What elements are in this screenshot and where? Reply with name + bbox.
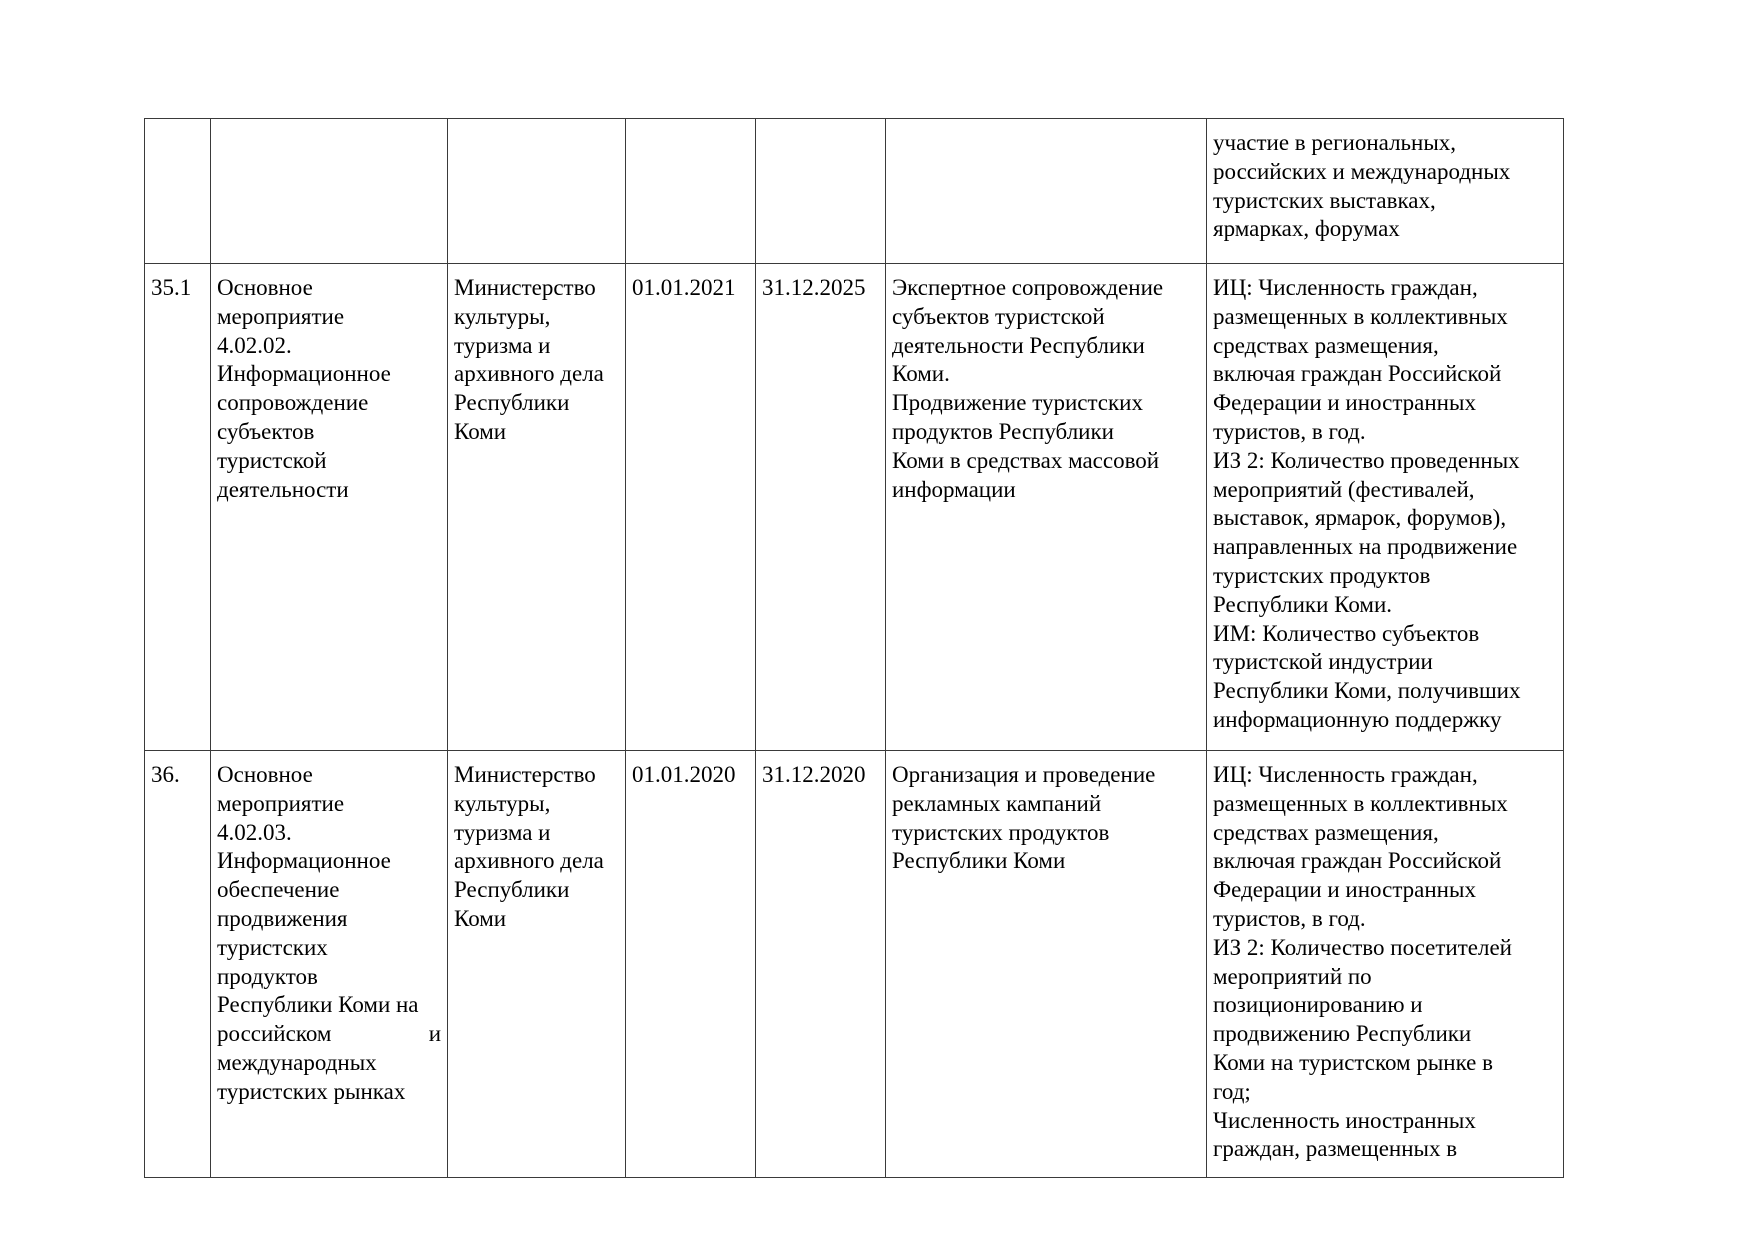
text-line: продвижению Республики bbox=[1213, 1021, 1472, 1047]
text-line: ИМ: Количество субъектов bbox=[1213, 620, 1480, 646]
text-line: архивного дела bbox=[454, 361, 604, 387]
text-line: туристской индустрии bbox=[1213, 649, 1433, 675]
text-line: российских и международных bbox=[1213, 158, 1511, 184]
text-line: мероприятие bbox=[217, 790, 345, 816]
text-line: туристских рынках bbox=[217, 1078, 406, 1104]
cell-start-date: 01.01.2021 bbox=[626, 264, 756, 751]
text-line: Коми bbox=[454, 905, 507, 931]
text-line: Федерации и иностранных bbox=[1213, 390, 1476, 416]
text-line: культуры, bbox=[454, 790, 551, 816]
text-line: средствах размещения, bbox=[1213, 332, 1439, 358]
cell-indicators bbox=[1207, 751, 1564, 1178]
cell-indicators bbox=[1207, 264, 1564, 751]
cell-end-date: 31.12.2020 bbox=[756, 751, 886, 1178]
text-line: включая граждан Российской bbox=[1213, 361, 1502, 387]
cell-start-date: 01.01.2020 bbox=[626, 751, 756, 1178]
text-line: Экспертное сопровождение bbox=[892, 275, 1164, 300]
cell-number: 35.1 bbox=[145, 264, 211, 751]
text-line: Информационное bbox=[217, 361, 391, 387]
cell-activity-name bbox=[211, 119, 448, 264]
text-line: Организация и проведение bbox=[892, 762, 1156, 787]
cell-expected-result bbox=[886, 119, 1207, 264]
text-line: год; bbox=[1213, 1078, 1251, 1104]
text-line: архивного дела bbox=[454, 848, 604, 874]
document-page bbox=[144, 118, 1563, 1178]
table-row bbox=[145, 119, 1564, 264]
text-line: Федерации и иностранных bbox=[1213, 877, 1476, 903]
text-word: российском bbox=[217, 1021, 332, 1047]
text-line: Коми bbox=[454, 418, 507, 444]
text-line: деятельности Республики bbox=[892, 332, 1145, 358]
text-line: позиционированию и bbox=[1213, 992, 1423, 1018]
text-line: Продвижение туристских bbox=[892, 390, 1143, 416]
text-line: Республики Коми, получивших bbox=[1213, 678, 1521, 704]
text-line: Республики bbox=[454, 390, 570, 416]
cell-indicators bbox=[1207, 119, 1564, 264]
cell-responsible bbox=[448, 751, 626, 1178]
text-line: Республики Коми на bbox=[217, 992, 419, 1018]
text-line: 4.02.02. bbox=[217, 332, 292, 358]
text-line: продвижения bbox=[217, 905, 348, 931]
text-line: участие в региональных, bbox=[1213, 130, 1457, 155]
text-line: туристов, в год. bbox=[1213, 418, 1366, 444]
text-line: деятельности bbox=[217, 476, 349, 502]
text-line: Министерство bbox=[454, 275, 596, 300]
text-line: Республики Коми bbox=[892, 848, 1066, 874]
cell-activity-name bbox=[211, 264, 448, 751]
text-line: продуктов bbox=[217, 963, 318, 989]
text-line: продуктов Республики bbox=[892, 418, 1114, 444]
text-line: направленных на продвижение bbox=[1213, 534, 1518, 560]
text-line: граждан, размещенных в bbox=[1213, 1136, 1458, 1162]
text-line: международных bbox=[217, 1049, 377, 1075]
text-line: мероприятий по bbox=[1213, 963, 1372, 989]
text-line: Основное bbox=[217, 762, 313, 787]
text-line: сопровождение bbox=[217, 390, 369, 416]
cell-end-date: 31.12.2025 bbox=[756, 264, 886, 751]
text-line: Республики bbox=[454, 877, 570, 903]
table-row bbox=[145, 751, 1564, 1178]
text-line: Коми на туристском рынке в bbox=[1213, 1049, 1493, 1075]
cell-end-date bbox=[756, 119, 886, 264]
text-line: информационную поддержку bbox=[1213, 706, 1502, 732]
cell-expected-result bbox=[886, 751, 1207, 1178]
text-line: обеспечение bbox=[217, 877, 340, 903]
text-line: мероприятий (фестивалей, bbox=[1213, 476, 1475, 502]
cell-expected-result bbox=[886, 264, 1207, 751]
cell-start-date bbox=[626, 119, 756, 264]
text-line: туристов, в год. bbox=[1213, 905, 1366, 931]
text-line: средствах размещения, bbox=[1213, 819, 1439, 845]
text-line: Численность иностранных bbox=[1213, 1107, 1476, 1133]
text-line: туризма и bbox=[454, 332, 551, 358]
text-line: ярмарках, форумах bbox=[1213, 216, 1400, 242]
text-line: ИЗ 2: Количество посетителей bbox=[1213, 934, 1512, 960]
text-line: субъектов bbox=[217, 418, 315, 444]
activities-table bbox=[144, 118, 1564, 1178]
text-line: туристских продуктов bbox=[1213, 562, 1431, 588]
text-line: туристских bbox=[217, 934, 328, 960]
text-line: включая граждан Российской bbox=[1213, 848, 1502, 874]
cell-number bbox=[145, 119, 211, 264]
text-line: информации bbox=[892, 476, 1016, 502]
cell-responsible bbox=[448, 119, 626, 264]
text-line: ИЦ: Численность граждан, bbox=[1213, 275, 1478, 300]
text-line: размещенных в коллективных bbox=[1213, 790, 1508, 816]
text-line: 4.02.03. bbox=[217, 819, 292, 845]
text-line: размещенных в коллективных bbox=[1213, 303, 1508, 329]
text-line: туристских выставках, bbox=[1213, 187, 1436, 213]
text-line: туризма и bbox=[454, 819, 551, 845]
table-row bbox=[145, 264, 1564, 751]
cell-activity-name bbox=[211, 751, 448, 1178]
text-line: Республики Коми. bbox=[1213, 591, 1393, 617]
text-line: субъектов туристской bbox=[892, 303, 1105, 329]
text-line: Информационное bbox=[217, 848, 391, 874]
text-line: Коми в средствах массовой bbox=[892, 447, 1160, 473]
text-line: ИЦ: Численность граждан, bbox=[1213, 762, 1478, 787]
text-word: и bbox=[428, 1021, 441, 1047]
cell-responsible bbox=[448, 264, 626, 751]
text-line: мероприятие bbox=[217, 303, 345, 329]
text-line: выставок, ярмарок, форумов), bbox=[1213, 505, 1507, 531]
text-line-justified bbox=[217, 1020, 441, 1049]
text-line: Коми. bbox=[892, 361, 950, 387]
text-line: ИЗ 2: Количество проведенных bbox=[1213, 447, 1520, 473]
text-line: культуры, bbox=[454, 303, 551, 329]
text-line: Основное bbox=[217, 275, 313, 300]
text-line: туристской bbox=[217, 447, 327, 473]
cell-number: 36. bbox=[145, 751, 211, 1178]
text-line: рекламных кампаний bbox=[892, 790, 1102, 816]
text-line: туристских продуктов bbox=[892, 819, 1110, 845]
text-line: Министерство bbox=[454, 762, 596, 787]
